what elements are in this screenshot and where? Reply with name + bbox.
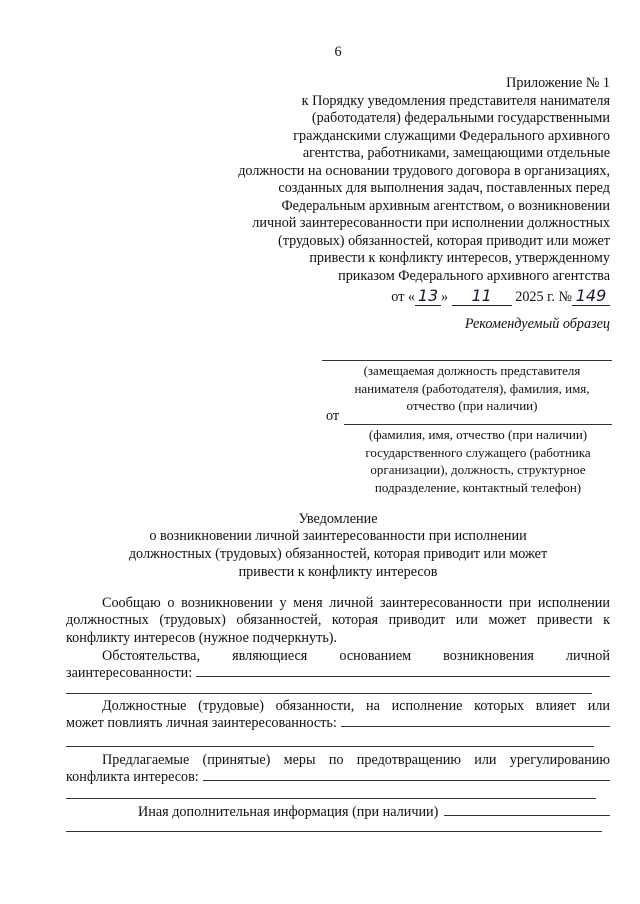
appendix-line: должности на основании трудового договора в организациях, — [238, 162, 610, 179]
order-date-line — [238, 287, 610, 307]
appendix-line: агентства, работниками, замещающими отдельные — [302, 145, 610, 161]
sample-label: Рекомендуемый образец — [464, 316, 610, 332]
appendix-line: приказом Федерального архивного агентства — [338, 267, 610, 284]
addressee-hint: (замещаемая должность представителя нанимателя (работодателя), фамилия, имя, отчество (при наличии) — [354, 363, 590, 413]
circumstances-label-cont: заинтересованности: — [66, 665, 193, 681]
page-number: 6 — [334, 44, 342, 60]
duties-label-cont: может повлиять личная заинтересованность: — [66, 715, 337, 731]
sender-line — [344, 424, 612, 425]
order-year: 2025 г. № — [515, 289, 572, 305]
date-close: » — [441, 289, 449, 305]
additional-label: Иная дополнительная информация (при наличии) — [138, 804, 439, 820]
duties-row — [66, 715, 610, 732]
appendix-line: личной заинтересованности при исполнении должностных — [252, 215, 610, 231]
sender-hint: (фамилия, имя, отчество (при наличии) государственного служащего (работника организации), должность, структурное подразделение, контактный телефон) — [365, 427, 591, 495]
circumstances-label: Обстоятельства, являющиеся основанием возникновения личной — [102, 648, 610, 664]
statement-paragraph: Сообщаю о возникновении у меня личной заинтересованности при исполнении должностных (трудовых) обязанностей, которая приводит или может привести к конфликту интересов (нужное подчеркнуть). — [66, 595, 610, 646]
measures-field[interactable] — [203, 779, 610, 781]
circumstances-field[interactable] — [196, 675, 610, 677]
appendix-line: к Порядку уведомления представителя нанимателя — [301, 92, 610, 109]
date-prefix: от « — [391, 289, 416, 305]
additional-row — [66, 804, 610, 821]
appendix-line: гражданскими служащими Федерального архивного — [293, 127, 610, 144]
appendix-line: привести к конфликту интересов, утвержденному — [309, 250, 610, 266]
order-month: 11 — [452, 287, 512, 306]
measures-field-line2[interactable] — [66, 798, 596, 799]
measures-row — [66, 769, 610, 786]
duties-field[interactable] — [341, 725, 610, 727]
appendix-line: (трудовых) обязанностей, которая приводит или может — [277, 232, 610, 249]
measures-label-cont: конфликта интересов: — [66, 769, 199, 785]
title-line: о возникновении личной заинтересованности при исполнении — [149, 528, 527, 544]
appendix-line: Федеральным архивным агентством, о возникновении — [281, 197, 610, 214]
appendix-header — [238, 75, 610, 307]
order-number: 149 — [572, 287, 610, 306]
order-day: 13 — [415, 287, 441, 306]
measures-label: Предлагаемые (принятые) меры по предотвращению или урегулированию — [102, 752, 610, 768]
duties-label: Должностные (трудовые) обязанности, на исполнение которых влияет или — [102, 698, 610, 714]
from-label: от — [326, 408, 340, 424]
duties-field-line2[interactable] — [66, 746, 594, 747]
appendix-line: (работодателя) федеральными государственными — [311, 110, 610, 126]
document-title: Уведомление — [298, 511, 378, 527]
title-line: должностных (трудовых) обязанностей, которая приводит или может — [128, 546, 548, 562]
title-line: привести к конфликту интересов — [238, 564, 438, 580]
circumstances-row — [66, 665, 610, 682]
additional-field[interactable] — [444, 814, 610, 816]
appendix-line: Приложение № 1 — [506, 75, 610, 91]
circumstances-field-line2[interactable] — [66, 693, 592, 694]
additional-field-line2[interactable] — [66, 831, 602, 832]
appendix-line: созданных для выполнения задач, поставленных перед — [278, 180, 610, 196]
addressee-line — [322, 360, 612, 361]
